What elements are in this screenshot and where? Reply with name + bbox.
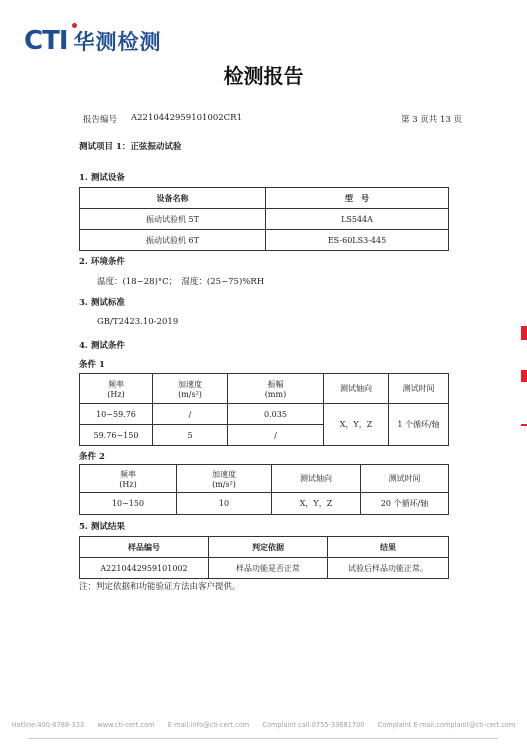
table-row <box>80 209 449 230</box>
table-header-cell: 样品编号 <box>80 537 209 558</box>
header-frequency: 频率 <box>120 469 136 479</box>
logo-chinese: 华测检测 <box>73 30 162 54</box>
table-cell: LS544A <box>266 209 449 230</box>
table-header-row <box>80 374 449 404</box>
logo-latin: CTI <box>24 26 68 56</box>
section-results: 5. 测试结果 <box>79 522 125 532</box>
table-cell: 振动试验机 6T <box>80 230 266 251</box>
table-header-cell: 测试轴向 <box>324 374 389 404</box>
section-environment: 2. 环境条件 <box>79 257 125 267</box>
table-header-cell: 测试时间 <box>361 465 449 493</box>
equipment-table <box>79 187 449 251</box>
stamp-fragment <box>521 370 527 382</box>
note-text: 注：判定依据和功能验证方法由客户提供。 <box>79 582 241 592</box>
table-cell: 20 个循环/轴 <box>361 493 449 515</box>
table-cell-axis: X，Y，Z <box>324 404 389 446</box>
table-header-row <box>80 465 449 493</box>
logo-dot-icon <box>72 23 77 28</box>
table-header-cell <box>228 374 324 404</box>
table-cell: 样品功能是否正常 <box>209 558 328 579</box>
header-frequency-unit: (Hz) <box>119 479 137 489</box>
results-table <box>79 536 449 579</box>
section-conditions: 4. 测试条件 <box>79 341 125 351</box>
table-cell: 试验后样品功能正常。 <box>328 558 449 579</box>
footer-contact: Hotline:400-6788-333 www.cti-cert.com E-mail:info@cti-cert.com Complaint call:0755-33681700 Complaint E-mail:complaint@cti-cert.com <box>11 721 516 729</box>
header-acceleration: 加速度 <box>178 379 202 389</box>
table-cell: 59.76~150 <box>80 425 153 446</box>
table-header-row <box>80 188 449 209</box>
page-title: 检测报告 <box>223 64 304 88</box>
header-amplitude: 振幅 <box>267 379 284 389</box>
table-row <box>80 404 449 425</box>
table-header-row <box>80 537 449 558</box>
section-equipment: 1. 测试设备 <box>79 173 125 183</box>
test-item-heading: 测试项目 1：正弦振动试验 <box>79 142 182 152</box>
table-header-cell: 测试轴向 <box>272 465 361 493</box>
table-cell: A2210442959101002 <box>80 558 209 579</box>
table-row <box>80 558 449 579</box>
header-acceleration-unit: (m/s²) <box>212 479 236 489</box>
standard-text: GB/T2423.10-2019 <box>97 317 179 327</box>
table-cell: / <box>153 404 228 425</box>
table-cell: 5 <box>153 425 228 446</box>
table-cell: 振动试验机 5T <box>80 209 266 230</box>
section-standard: 3. 测试标准 <box>79 298 125 308</box>
table-header-cell: 设备名称 <box>80 188 266 209</box>
header-acceleration-unit: (m/s²) <box>178 389 202 399</box>
stamp-fragment <box>521 424 527 426</box>
table-row <box>80 230 449 251</box>
footer-divider <box>28 738 498 739</box>
table-cell-time: 1 个循环/轴 <box>389 404 449 446</box>
table-header-cell <box>153 374 228 404</box>
environment-text: 温度：(18~28)°C； 湿度：(25~75)%RH <box>97 277 265 287</box>
table-header-cell <box>80 465 177 493</box>
condition2-table <box>79 464 449 515</box>
company-logo <box>24 26 162 56</box>
table-header-cell: 判定依据 <box>209 537 328 558</box>
table-cell: 10 <box>177 493 272 515</box>
header-frequency-unit: (Hz) <box>107 389 125 399</box>
table-cell: X，Y，Z <box>272 493 361 515</box>
header-frequency: 频率 <box>108 379 124 389</box>
condition1-label: 条件 1 <box>79 360 105 370</box>
table-header-cell: 结果 <box>328 537 449 558</box>
table-cell: 10~150 <box>80 493 177 515</box>
stamp-fragment <box>521 326 527 340</box>
header-amplitude-unit: (mm) <box>264 389 287 399</box>
report-number-label: 报告编号 <box>83 115 118 125</box>
page-info: 第 3 页共 13 页 <box>401 115 463 125</box>
table-header-cell: 型 号 <box>266 188 449 209</box>
table-cell: 0.035 <box>228 404 324 425</box>
table-header-cell: 测试时间 <box>389 374 449 404</box>
table-row <box>80 493 449 515</box>
condition2-label: 条件 2 <box>79 452 105 462</box>
table-header-cell <box>177 465 272 493</box>
report-number: A2210442959101002CR1 <box>131 113 242 123</box>
table-cell: 10~59.76 <box>80 404 153 425</box>
header-acceleration: 加速度 <box>212 469 236 479</box>
condition1-table <box>79 373 449 446</box>
table-cell: ES-60LS3-445 <box>266 230 449 251</box>
table-header-cell <box>80 374 153 404</box>
table-cell: / <box>228 425 324 446</box>
